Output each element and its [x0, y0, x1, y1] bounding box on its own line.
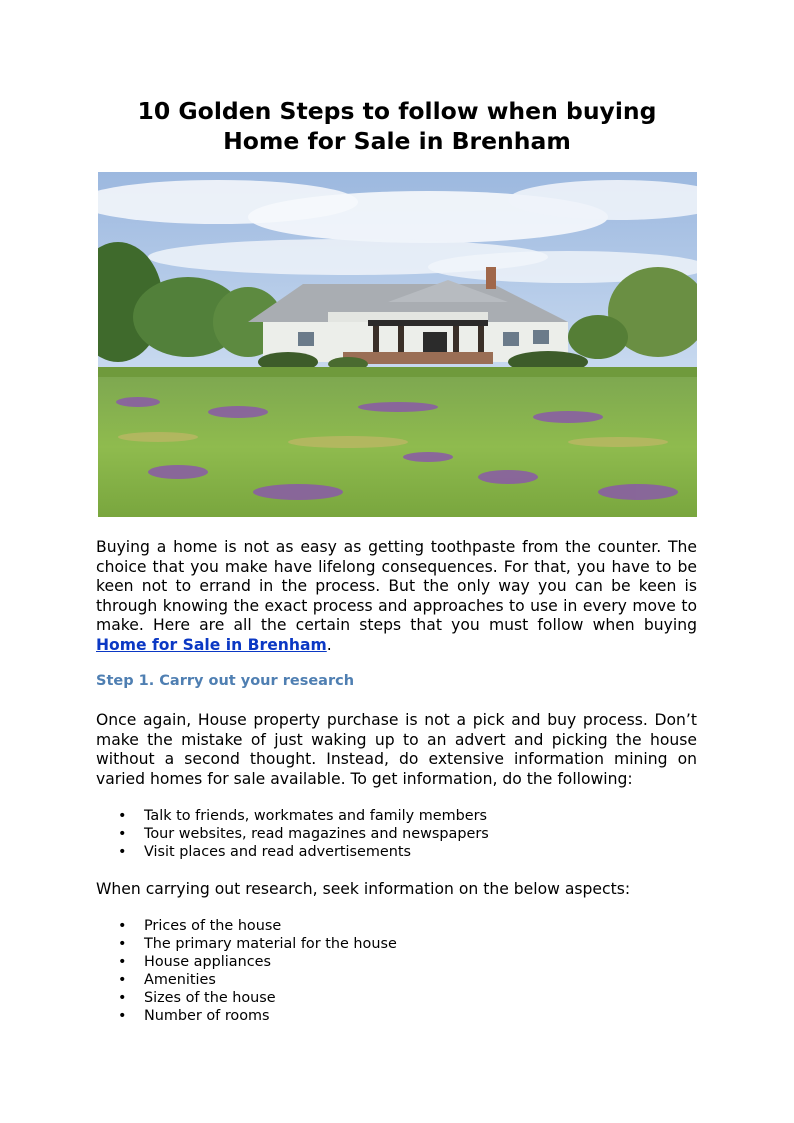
list-item-text: Tour websites, read magazines and newspapers — [144, 825, 489, 842]
intro-text: Buying a home is not as easy as getting toothpaste from the counter. The choice that you make have lifelong consequences. For that, you have to be keen not to errand in the process. But the only way you can be keen is through knowing the exact process and approaches to use in every move to make. Here are all the certain steps that you must follow when buying — [96, 538, 697, 635]
list-item — [118, 936, 397, 954]
step-1-paragraph: Once again, House property purchase is not a pick and buy process. Don’t make the mistake of just waking up to an advert and picking the house without a second thought. Instead, do extensive information mining on varied homes for sale available. To get information, do the following: — [96, 711, 697, 788]
bullet-icon: • — [118, 808, 127, 824]
list-item — [118, 972, 397, 990]
list-item-text: Visit places and read advertisements — [144, 843, 412, 860]
page-title — [97, 96, 697, 156]
bullet-icon: • — [118, 843, 127, 860]
intro-end: . — [326, 635, 332, 654]
bullet-icon: • — [118, 825, 127, 842]
list-item — [118, 826, 489, 844]
list-item-text: House appliances — [144, 953, 271, 970]
list-item — [118, 808, 489, 826]
info-sources-list — [118, 808, 489, 862]
list-item-text: Amenities — [144, 971, 216, 988]
bullet-icon: • — [118, 1007, 127, 1024]
list-item-text: Prices of the house — [144, 918, 282, 934]
list-item — [118, 844, 489, 862]
home-for-sale-link[interactable]: Home for Sale in Brenham — [96, 635, 327, 654]
house-photo — [98, 172, 697, 517]
bullet-icon: • — [118, 989, 127, 1006]
step-1-heading: Step 1. Carry out your research — [96, 673, 355, 689]
list-item-text: The primary material for the house — [144, 935, 397, 952]
list-item-text: Sizes of the house — [144, 989, 276, 1006]
aspects-list — [118, 918, 397, 1025]
bullet-icon: • — [118, 953, 127, 970]
list-item-text: Number of rooms — [144, 1007, 270, 1024]
bullet-icon: • — [118, 935, 127, 952]
aspects-intro: When carrying out research, seek information on the below aspects: — [96, 880, 631, 898]
list-item — [118, 990, 397, 1008]
title-line-1: 10 Golden Steps to follow when buying — [137, 97, 657, 125]
list-item — [118, 954, 397, 972]
bullet-icon: • — [118, 918, 127, 934]
title-line-2: Home for Sale in Brenham — [223, 127, 571, 155]
bullet-icon: • — [118, 971, 127, 988]
list-item — [118, 918, 397, 936]
list-item-text: Talk to friends, workmates and family members — [144, 808, 488, 824]
intro-paragraph — [96, 538, 697, 656]
list-item — [118, 1008, 397, 1026]
